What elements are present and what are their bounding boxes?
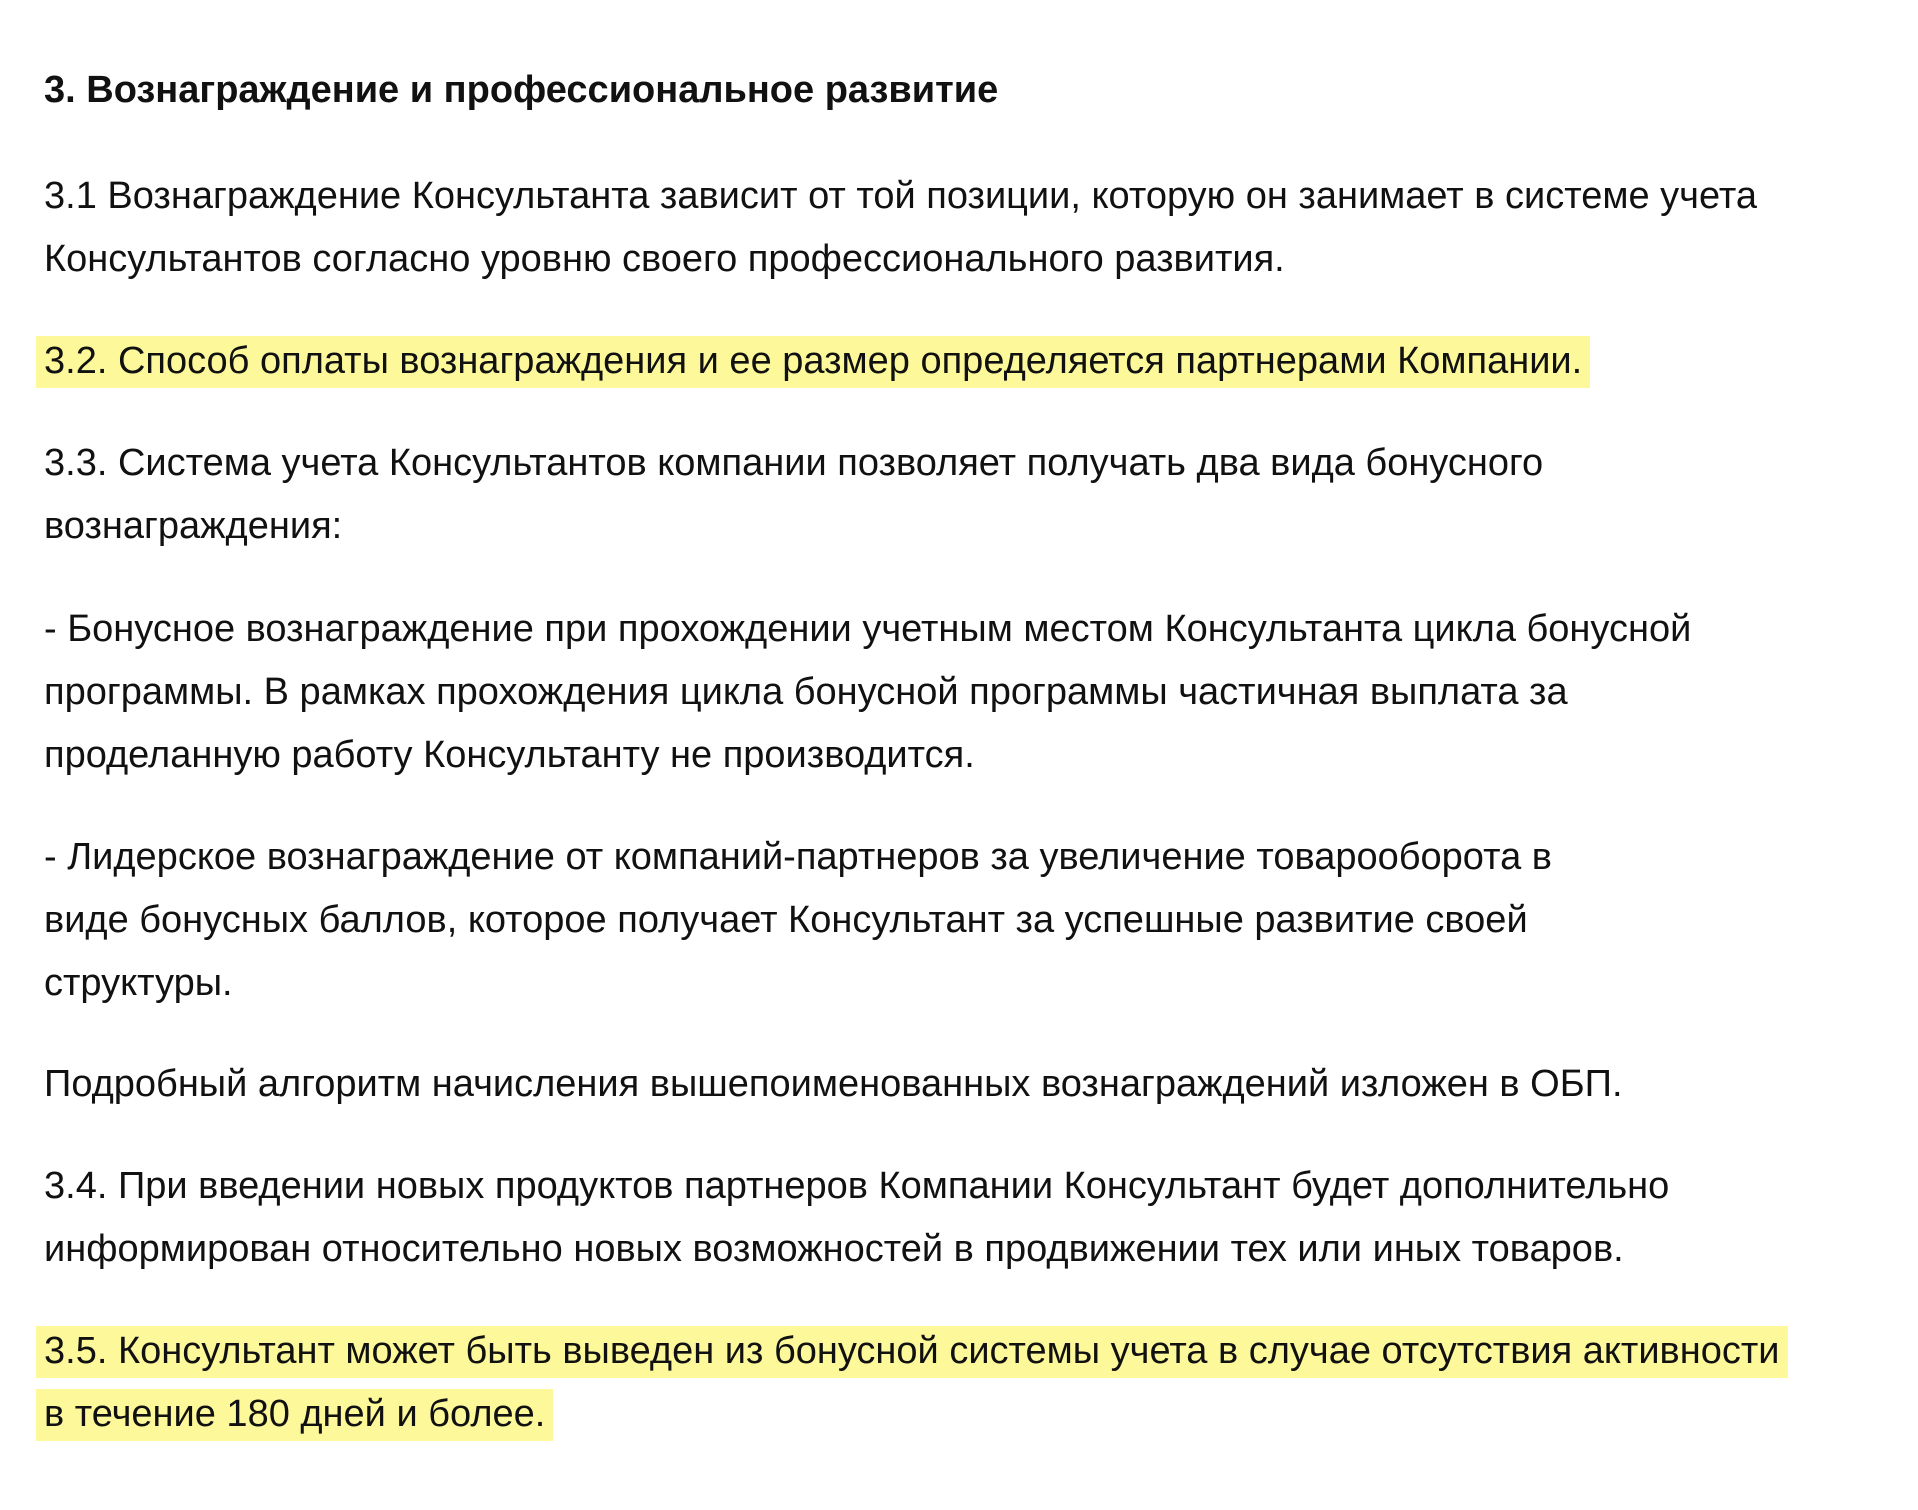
highlighted-text: в течение 180 дней и более. (36, 1389, 553, 1441)
paragraph-3-5-line-2 (44, 1388, 553, 1440)
bullet-1-line-2: программы. В рамках прохождения цикла бонусной программы частичная выплата за (44, 671, 1568, 713)
bullet-2-line-1: - Лидерское вознаграждение от компаний-партнеров за увеличение товарооборота в (44, 836, 1552, 878)
bullet-1-line-1: - Бонусное вознаграждение при прохождении учетным местом Консультанта цикла бонусной (44, 608, 1692, 650)
paragraph-3-4-line-2: информирован относительно новых возможностей в продвижении тех или иных товаров. (44, 1228, 1624, 1270)
highlighted-text: 3.5. Консультант может быть выведен из бонусной системы учета в случае отсутствия активности (36, 1326, 1788, 1378)
paragraph-3-1-line-1: 3.1 Вознаграждение Консультанта зависит от той позиции, которую он занимает в системе учета (44, 175, 1757, 217)
bullet-1-line-3: проделанную работу Консультанту не производится. (44, 734, 975, 776)
highlighted-text: 3.2. Способ оплаты вознаграждения и ее размер определяется партнерами Компании. (36, 336, 1590, 388)
paragraph-3-4-line-1: 3.4. При введении новых продуктов партнеров Компании Консультант будет дополнительно (44, 1165, 1670, 1207)
paragraph-3-1-line-2: Консультантов согласно уровню своего профессионального развития. (44, 238, 1285, 280)
paragraph-3-3-line-2: вознаграждения: (44, 505, 343, 547)
paragraph-3-2 (44, 335, 1590, 387)
bullet-2-line-3: структуры. (44, 962, 233, 1004)
paragraph-3-3-line-1: 3.3. Система учета Консультантов компании позволяет получать два вида бонусного (44, 442, 1544, 484)
algorithm-note: Подробный алгоритм начисления вышепоименованных вознаграждений изложен в ОБП. (44, 1063, 1623, 1105)
bullet-2-line-2: виде бонусных баллов, которое получает Консультант за успешные развитие своей (44, 899, 1528, 941)
paragraph-3-5-line-1 (44, 1325, 1788, 1377)
section-heading: 3. Вознаграждение и профессиональное развитие (44, 69, 999, 111)
